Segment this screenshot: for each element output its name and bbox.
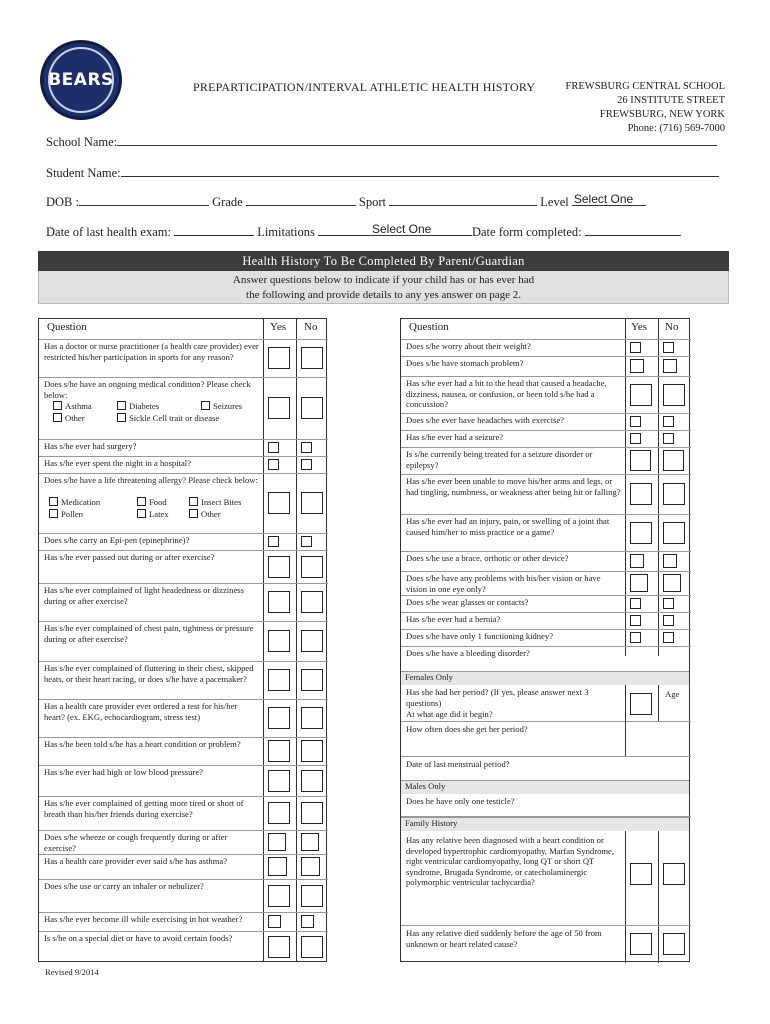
right-question-text: Does s/he wear glasses or contacts? — [406, 597, 529, 607]
right-question-text: Does s/he have a bleeding disorder? — [406, 648, 530, 658]
school-name-label: School Name: — [46, 135, 118, 149]
left-question-text: Has a doctor or nurse practitioner (a health care provider) ever restricted his/her participation in sports for any reason? — [44, 341, 259, 362]
yes-checkbox[interactable] — [630, 416, 641, 427]
no-checkbox[interactable] — [301, 740, 323, 762]
condition-option[interactable]: Diabetes — [117, 401, 159, 411]
phone: Phone: (716) 569-7000 — [627, 123, 725, 134]
yes-checkbox[interactable] — [630, 522, 652, 544]
no-checkbox[interactable] — [301, 536, 312, 547]
left-question-text: Has s/he ever spent the night in a hospital? — [44, 458, 192, 468]
left-question-text: Has s/he ever passed out during or after exercise? — [44, 552, 215, 562]
row-divider — [401, 413, 691, 414]
no-checkbox[interactable] — [663, 384, 685, 406]
no-checkbox[interactable] — [663, 433, 674, 444]
yes-checkbox[interactable] — [268, 915, 281, 928]
female-q2: At what age did it begin? — [406, 709, 493, 719]
row-divider — [401, 646, 691, 647]
right-question-text: Has s/he ever had an injury, pain, or swelling of a joint that caused him/her to miss practice or a game? — [406, 516, 610, 537]
yes-checkbox[interactable] — [630, 450, 651, 471]
yes-checkbox[interactable] — [630, 433, 641, 444]
school-logo — [40, 40, 122, 120]
row-divider — [401, 474, 691, 475]
no-checkbox[interactable] — [301, 770, 323, 792]
revision-note: Revised 9/2014 — [45, 967, 99, 977]
no-checkbox[interactable] — [663, 416, 674, 427]
grade-input[interactable] — [246, 194, 356, 206]
right-no-header: No — [665, 321, 679, 333]
family-divider-2 — [658, 831, 659, 963]
left-question-text: Has s/he ever complained of fluttering in their chest, skipped beats, or their heart racing, or does s/he have a pacemaker? — [44, 663, 254, 684]
row-divider — [39, 931, 328, 932]
left-question-text: Has s/he been told s/he has a heart condition or problem? — [44, 739, 241, 749]
allergy-option[interactable]: Latex — [137, 509, 169, 519]
condition-option[interactable]: Other — [53, 413, 85, 423]
instructions — [38, 271, 729, 304]
age-divider — [658, 685, 659, 721]
student-name-label: Student Name: — [46, 166, 121, 180]
school-name-row — [46, 134, 717, 150]
no-checkbox[interactable] — [301, 802, 323, 824]
no-checkbox[interactable] — [301, 936, 323, 958]
yes-checkbox[interactable] — [630, 574, 648, 592]
yes-checkbox[interactable] — [268, 802, 290, 824]
checkbox-icon[interactable] — [53, 413, 62, 422]
left-question-text: Has s/he ever become ill while exercising in hot weather? — [44, 914, 243, 924]
right-question-text: Is s/he currently being treated for a seizure disorder or epilepsy? — [406, 449, 593, 470]
right-question-text: Does s/he have any problems with his/her vision or have vision in one eye only? — [406, 573, 601, 594]
grade-label: Grade — [212, 195, 243, 209]
yes-checkbox[interactable] — [268, 707, 290, 729]
checkbox-icon[interactable] — [189, 497, 198, 506]
yes-checkbox[interactable] — [630, 598, 641, 609]
female-yes-checkbox[interactable] — [630, 693, 652, 715]
no-checkbox[interactable] — [301, 669, 323, 691]
right-question-text: Has s/he ever had a hit to the head that caused a headache, dizziness, nausea, or confusion, or been told s/he had a concussion? — [406, 378, 607, 410]
dob-label: DOB : — [46, 195, 79, 209]
row-divider — [401, 612, 691, 613]
left-divider-2 — [296, 319, 297, 961]
row-divider — [39, 661, 328, 662]
no-checkbox[interactable] — [663, 598, 674, 609]
checkbox-icon[interactable] — [201, 401, 210, 410]
checkbox-icon[interactable] — [49, 497, 58, 506]
dob-input[interactable] — [79, 194, 209, 206]
yes-checkbox[interactable] — [268, 770, 290, 792]
yes-checkbox[interactable] — [630, 384, 652, 406]
no-checkbox[interactable] — [663, 483, 685, 505]
row-divider — [401, 756, 691, 757]
left-question-text: Has s/he ever had surgery? — [44, 441, 137, 451]
yes-checkbox[interactable] — [268, 857, 287, 876]
no-checkbox[interactable] — [301, 857, 320, 876]
sport-input[interactable] — [389, 194, 537, 206]
allergy-option[interactable]: Other — [189, 509, 221, 519]
right-divider-2 — [658, 319, 659, 656]
yes-checkbox[interactable] — [268, 492, 290, 514]
right-question-header: Question — [409, 321, 449, 333]
row-divider — [401, 430, 691, 431]
yes-checkbox[interactable] — [268, 936, 290, 958]
left-question-text: Does s/he have a life threatening allergy? Please check below: — [44, 475, 258, 485]
row-divider — [39, 854, 328, 855]
level-select[interactable] — [572, 194, 646, 206]
row-divider — [401, 721, 691, 722]
yes-checkbox[interactable] — [630, 342, 641, 353]
female-q4: Date of last menstrual period? — [406, 759, 510, 769]
left-question-text: Has s/he ever complained of light headedness or dizziness during or after exercise? — [44, 585, 244, 606]
limitations-label: Limitations — [257, 225, 315, 239]
school-address — [566, 80, 725, 136]
left-question-text: Has s/he ever complained of getting more tired or short of breath than his/her friends during exercise? — [44, 798, 244, 819]
family-heading: Family History — [401, 817, 689, 831]
row-divider — [39, 473, 328, 474]
left-question-text: Has s/he ever complained of chest pain, tightness or pressure during or after exercise? — [44, 623, 254, 644]
row-divider — [401, 571, 691, 572]
checkbox-icon[interactable] — [137, 497, 146, 506]
allergy-option[interactable]: Insect Bites — [189, 497, 241, 507]
no-checkbox[interactable] — [301, 885, 323, 907]
right-question-text: Does s/he have only 1 functioning kidney? — [406, 631, 554, 641]
condition-option[interactable]: Seizures — [201, 401, 242, 411]
condition-option[interactable]: Sickle Cell trait or disease — [117, 413, 219, 423]
row-divider — [401, 595, 691, 596]
right-question-text: Has s/he ever had a seizure? — [406, 432, 504, 442]
last-exam-input[interactable] — [174, 224, 254, 236]
row-divider — [39, 830, 328, 831]
no-checkbox[interactable] — [301, 915, 314, 928]
no-checkbox[interactable] — [301, 442, 312, 453]
row-divider — [39, 377, 328, 378]
row-divider — [39, 456, 328, 457]
left-question-text: Has s/he ever had high or low blood pressure? — [44, 767, 203, 777]
right-question-text: Has s/he ever had a hernia? — [406, 614, 501, 624]
instructions-line-1: Answer questions below to indicate if your child has or has ever had — [232, 274, 535, 286]
no-checkbox[interactable] — [301, 630, 323, 652]
yes-checkbox[interactable] — [630, 359, 644, 373]
yes-checkbox[interactable] — [268, 669, 290, 691]
yes-checkbox[interactable] — [268, 556, 290, 578]
yes-checkbox[interactable] — [268, 347, 290, 369]
row-divider — [401, 447, 691, 448]
no-checkbox[interactable] — [301, 707, 323, 729]
address-line-1: 26 INSTITUTE STREET — [617, 95, 725, 106]
row-divider — [401, 376, 691, 377]
condition-option[interactable]: Asthma — [53, 401, 92, 411]
row-divider — [401, 339, 691, 340]
row-divider — [401, 629, 691, 630]
family-q1: Has any relative been diagnosed with a heart condition or developed hypertrophic cardiomyopathy, Marfan Syndrome, right ventricular cardiomyopathy, long QT or short QT syndrome, Brugada Syndrome, or catecholaminergic polymorphic ventricular tachycardia? — [406, 835, 615, 888]
row-divider — [39, 879, 328, 880]
exam-row — [46, 224, 681, 240]
yes-checkbox[interactable] — [268, 833, 286, 851]
allergy-option[interactable]: Medication — [49, 497, 100, 507]
age-label: Age — [665, 689, 680, 699]
no-checkbox[interactable] — [663, 574, 681, 592]
no-checkbox[interactable] — [301, 397, 323, 419]
males-heading: Males Only — [401, 780, 689, 794]
allergy-option[interactable]: Pollen — [49, 509, 83, 519]
yes-checkbox[interactable] — [268, 591, 290, 613]
right-question-text: Has s/he ever been unable to move his/her arms and legs, or had tingling, numbness, or weakness after being hit or falling? — [406, 476, 621, 497]
row-divider — [39, 765, 328, 766]
yes-checkbox[interactable] — [268, 459, 279, 470]
checkbox-icon[interactable] — [53, 401, 62, 410]
yes-checkbox[interactable] — [268, 536, 279, 547]
row-divider — [39, 550, 328, 551]
male-q1: Does he have only one testicle? — [406, 796, 515, 806]
right-question-text: Does s/he ever have headaches with exercise? — [406, 415, 564, 425]
female-q3: How often does she get her period? — [406, 724, 528, 734]
family-divider-1 — [625, 831, 626, 963]
date-completed-label: Date form completed: — [471, 225, 582, 239]
left-question-text: Does s/he carry an Epi-pen (epinephrine)? — [44, 535, 190, 545]
yes-checkbox[interactable] — [268, 740, 290, 762]
right-question-text: Does s/he use a brace, orthotic or other device? — [406, 553, 569, 563]
row-divider — [39, 699, 328, 700]
dob-row — [46, 194, 646, 210]
row-divider — [39, 533, 328, 534]
no-checkbox[interactable] — [663, 632, 674, 643]
left-question-text: Does s/he use or carry an inhaler or nebulizer? — [44, 881, 204, 891]
checkbox-icon[interactable] — [137, 509, 146, 518]
no-checkbox[interactable] — [663, 450, 684, 471]
no-checkbox[interactable] — [301, 347, 323, 369]
level-label: Level — [540, 195, 569, 209]
yes-checkbox[interactable] — [630, 554, 644, 568]
last-exam-label: Date of last health exam: — [46, 225, 171, 239]
no-checkbox[interactable] — [663, 615, 674, 626]
left-question-text: Does s/he wheeze or cough frequently during or after exercise? — [44, 832, 228, 853]
right-question-text: Does s/he have stomach problem? — [406, 358, 524, 368]
row-divider — [39, 621, 328, 622]
checkbox-icon[interactable] — [189, 509, 198, 518]
checkbox-icon[interactable] — [117, 413, 126, 422]
family-q2-yes-checkbox[interactable] — [630, 933, 652, 955]
no-checkbox[interactable] — [301, 459, 312, 470]
row-divider — [39, 339, 328, 340]
checkbox-icon[interactable] — [49, 509, 58, 518]
allergy-option[interactable]: Food — [137, 497, 167, 507]
no-checkbox[interactable] — [663, 342, 674, 353]
row-divider — [39, 439, 328, 440]
family-q1-no-checkbox[interactable] — [663, 863, 685, 885]
row-divider — [401, 356, 691, 357]
left-question-text: Does s/he have an ongoing medical condition? Please check below: — [44, 379, 251, 400]
limitations-select-value: Select One — [371, 222, 432, 236]
family-q2-no-checkbox[interactable] — [663, 933, 685, 955]
row-divider — [39, 583, 328, 584]
family-q1-yes-checkbox[interactable] — [630, 863, 652, 885]
row-divider — [401, 925, 691, 926]
female-q1: Has she had her period? (If yes, please answer next 3 questions) — [406, 687, 589, 708]
yes-checkbox[interactable] — [268, 630, 290, 652]
family-q2: Has any relative died suddenly before the age of 50 from unknown or heart related cause? — [406, 928, 602, 949]
school-name: FREWSBURG CENTRAL SCHOOL — [565, 81, 725, 92]
section-banner: Health History To Be Completed By Parent/Guardian — [38, 251, 729, 271]
form-title: PREPARTICIPATION/INTERVAL ATHLETIC HEALTH HISTORY — [193, 80, 536, 94]
no-checkbox[interactable] — [301, 556, 323, 578]
no-checkbox[interactable] — [301, 591, 323, 613]
no-checkbox[interactable] — [301, 833, 319, 851]
yes-checkbox[interactable] — [630, 615, 641, 626]
date-completed-input[interactable] — [585, 224, 681, 236]
checkbox-icon[interactable] — [117, 401, 126, 410]
no-checkbox[interactable] — [663, 359, 677, 373]
instructions-line-2: the following and provide details to any yes answer on page 2. — [246, 289, 521, 301]
row-divider — [401, 514, 691, 515]
school-name-input[interactable] — [117, 134, 717, 146]
row-divider — [401, 551, 691, 552]
yes-checkbox[interactable] — [268, 442, 279, 453]
females-heading: Females Only — [401, 671, 689, 685]
no-checkbox[interactable] — [663, 522, 685, 544]
logo-text: BEARS — [48, 47, 114, 113]
yes-checkbox[interactable] — [268, 885, 290, 907]
no-checkbox[interactable] — [301, 492, 323, 514]
left-question-text: Is s/he on a special diet or have to avoid certain foods? — [44, 933, 233, 943]
yes-checkbox[interactable] — [268, 397, 290, 419]
left-question-header: Question — [47, 321, 87, 333]
female-divider — [625, 685, 626, 756]
yes-checkbox[interactable] — [630, 632, 641, 643]
left-no-header: No — [304, 321, 318, 333]
left-yes-header: Yes — [270, 321, 287, 333]
address-line-2: FREWSBURG, NEW YORK — [599, 109, 725, 120]
level-select-value: Select One — [573, 192, 634, 206]
row-divider — [39, 737, 328, 738]
left-question-text: Has a health care provider ever ordered a test for his/her heart? (ex. EKG, echocardiogram, stress test) — [44, 701, 238, 722]
no-checkbox[interactable] — [663, 554, 677, 568]
left-divider-1 — [263, 319, 264, 961]
student-name-input[interactable] — [121, 165, 719, 177]
row-divider — [39, 912, 328, 913]
left-question-text: Has a health care provider ever said s/he has asthma? — [44, 856, 228, 866]
limitations-select[interactable] — [318, 224, 472, 236]
left-question-table — [38, 318, 327, 962]
row-divider — [39, 796, 328, 797]
yes-checkbox[interactable] — [630, 483, 652, 505]
right-question-text: Does s/he worry about their weight? — [406, 341, 531, 351]
student-name-row — [46, 165, 719, 181]
right-yes-header: Yes — [631, 321, 648, 333]
sport-label: Sport — [358, 195, 387, 209]
right-divider-1 — [625, 319, 626, 656]
right-question-table — [400, 318, 690, 962]
